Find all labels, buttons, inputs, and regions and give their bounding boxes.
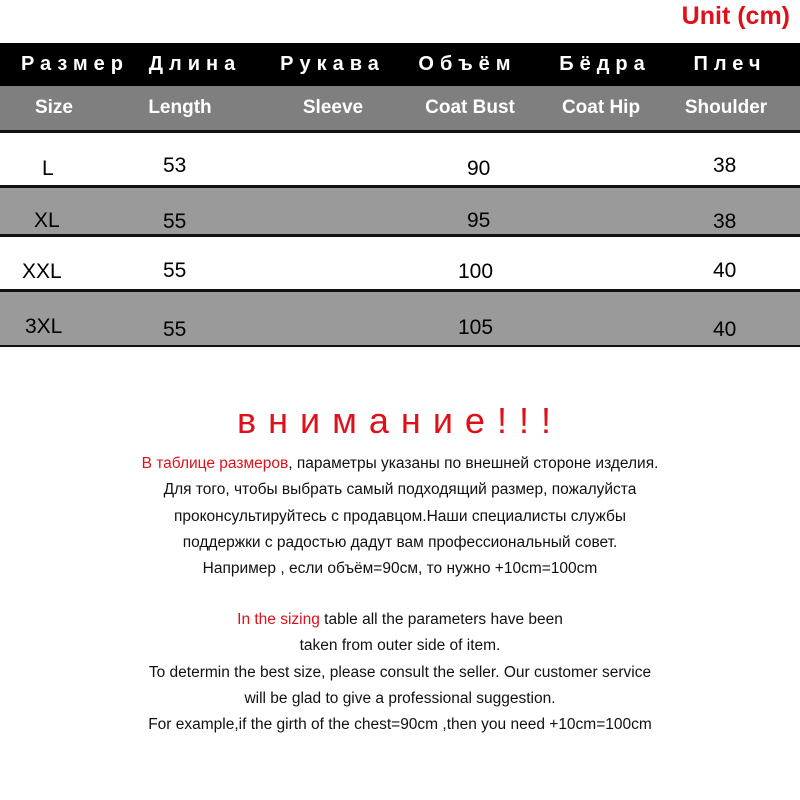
cell-size: 3XL: [25, 315, 63, 338]
col-ru-shoulder: Плеч: [693, 53, 767, 75]
cell-length: 53: [163, 154, 187, 177]
col-ru-size: Размер: [20, 53, 130, 75]
col-ru-hip: Бёдра: [559, 53, 651, 75]
russian-note: [0, 451, 800, 582]
table-row: [0, 237, 800, 289]
table-row: [0, 292, 800, 345]
cell-bust: 90: [467, 157, 491, 180]
cell-size: XL: [34, 209, 60, 232]
cell-size: L: [42, 157, 54, 180]
cell-bust: 100: [458, 260, 494, 283]
col-ru-length: Длина: [148, 53, 242, 75]
cell-length: 55: [163, 210, 187, 233]
header-russian: [0, 43, 800, 86]
row-divider: [0, 345, 800, 347]
cell-size: XXL: [22, 260, 62, 283]
en-note-line: will be glad to give a professional suggestion.: [244, 689, 556, 707]
en-note-line: taken from outer side of item.: [299, 637, 501, 655]
attention-heading: внимание!!!: [237, 400, 563, 441]
cell-shoulder: 40: [713, 259, 737, 282]
cell-length: 55: [163, 259, 187, 282]
ru-note-line: проконсультируйтесь с продавцом.Наши специалисты службы: [173, 507, 627, 525]
english-note: [0, 607, 800, 738]
en-note-line: To determin the best size, please consult the seller. Our customer service: [148, 663, 652, 681]
cell-length: 55: [163, 318, 187, 341]
col-en-length: Length: [148, 97, 212, 118]
cell-shoulder: 40: [713, 318, 737, 341]
table-row: [0, 133, 800, 186]
ru-note-line: поддержки с радостью дадут вам профессиональный совет.: [182, 533, 618, 551]
table-row: [0, 188, 800, 234]
cell-shoulder: 38: [713, 210, 737, 233]
en-note-line: [0, 607, 800, 633]
col-en-bust: Coat Bust: [425, 97, 515, 118]
ru-note-line: [0, 451, 800, 477]
col-en-sleeve: Sleeve: [302, 97, 364, 118]
ru-note-line: Для того, чтобы выбрать самый подходящий размер, пожалуйста: [163, 481, 637, 499]
ru-note-line: Например , если объём=90см, то нужно +10cm=100cm: [202, 560, 598, 578]
cell-shoulder: 38: [713, 154, 737, 177]
en-note-text: table all the parameters have been: [319, 611, 563, 628]
col-ru-bust: Объём: [418, 53, 517, 75]
cell-bust: 95: [467, 209, 491, 232]
en-note-highlight: In the sizing: [237, 611, 320, 628]
en-note-line: For example,if the girth of the chest=90cm ,then you need +10cm=100cm: [148, 716, 652, 734]
ru-note-highlight: В таблице размеров: [141, 455, 289, 472]
col-ru-sleeve: Рукава: [280, 53, 385, 75]
ru-note-text: , параметры указаны по внешней стороне изделия.: [288, 455, 659, 472]
col-en-hip: Coat Hip: [561, 97, 641, 118]
unit-label: Unit (cm): [681, 2, 790, 30]
col-en-shoulder: Shoulder: [684, 97, 768, 118]
header-english: [0, 86, 800, 133]
cell-bust: 105: [458, 316, 494, 339]
col-en-size: Size: [34, 97, 74, 118]
